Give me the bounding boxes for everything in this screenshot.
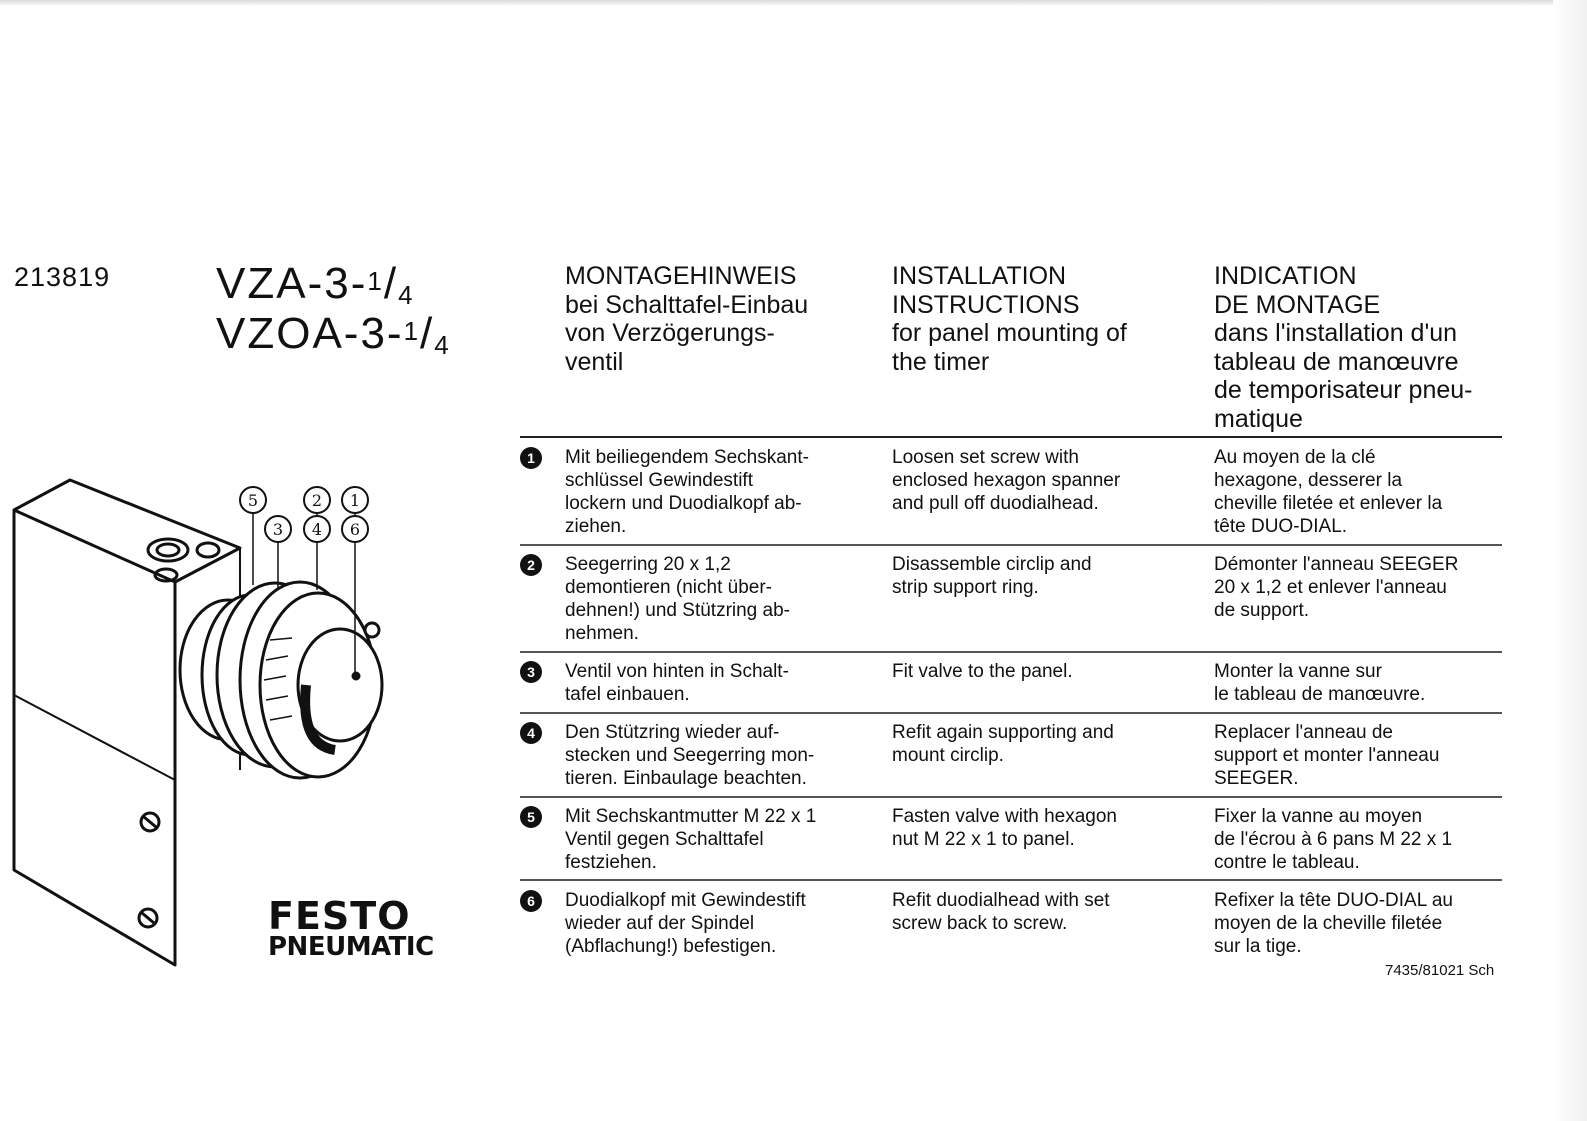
callout-5: 5 <box>247 491 259 510</box>
step-5-english: Fasten valve with hexagon nut M 22 x 1 to panel. <box>892 806 1117 850</box>
brand-festo: FESTO <box>268 894 411 938</box>
step-number-4: 4 <box>520 722 542 744</box>
part-number: 213819 <box>14 262 111 292</box>
model-vza: VZA-$3-1/_4$ <box>216 259 415 310</box>
step-5-german: Mit Sechskantmutter M 22 x 1 Ventil gegen Schalttafel festziehen. <box>565 806 817 873</box>
step-6-french: Refixer la tête DUO-DIAL au moyen de la cheville filetée sur la tige. <box>1214 890 1453 957</box>
row-divider <box>520 879 1502 881</box>
header-divider <box>520 436 1502 438</box>
header-german: MONTAGEHINWEIS bei Schalttafel-Einbau von Verzögerungs- ventil <box>565 262 809 376</box>
step-number-3: 3 <box>520 661 542 683</box>
step-4-german: Den Stützring wieder auf- stecken und Seegerring mon- tieren. Einbaulage beachten. <box>565 722 815 789</box>
step-3-french: Monter la vanne sur le tableau de manœuvre. <box>1214 661 1426 705</box>
row-divider <box>520 544 1502 546</box>
step-number-1: 1 <box>520 447 542 469</box>
step-3-german: Ventil von hinten in Schalt- tafel einbauen. <box>565 661 789 705</box>
callout-4: 4 <box>311 520 323 539</box>
callout-6: 6 <box>349 520 361 539</box>
row-divider <box>520 712 1502 714</box>
step-1-german: Mit beiliegendem Sechskant- schlüssel Gewindestift lockern und Duodialkopf ab- ziehen. <box>565 447 809 537</box>
step-6-english: Refit duodialhead with set screw back to screw. <box>892 890 1110 934</box>
callout-3: 3 <box>272 520 284 539</box>
festo-pneumatic-logo <box>268 894 434 962</box>
brand-pneumatic: PNEUMATIC <box>268 932 434 962</box>
step-2-english: Disassemble circlip and strip support ring. <box>892 554 1092 598</box>
row-divider <box>520 651 1502 653</box>
step-2-german: Seegerring 20 x 1,2 demontieren (nicht über- dehnen!) und Stützring ab- nehmen. <box>565 554 790 644</box>
right-edge-shadow <box>1553 0 1587 1121</box>
step-1-english: Loosen set screw with enclosed hexagon spanner and pull off duodialhead. <box>892 447 1121 514</box>
header-english: INSTALLATION INSTRUCTIONS for panel mounting of the timer <box>892 262 1127 376</box>
step-6-german: Duodialkopf mit Gewindestift wieder auf der Spindel (Abflachung!) befestigen. <box>565 890 806 957</box>
document-reference: 7435/81021 Sch <box>1385 962 1495 979</box>
step-2-french: Démonter l'anneau SEEGER 20 x 1,2 et enlever l'anneau de support. <box>1214 554 1459 621</box>
model-vzoa: VZOA-$3-1/_4$ <box>216 309 451 360</box>
step-1-french: Au moyen de la clé hexagone, desserer la cheville filetée et enlever la tête DUO-DIAL. <box>1214 447 1443 537</box>
callout-2: 2 <box>311 491 323 510</box>
top-edge-shadow <box>0 0 1587 6</box>
step-3-english: Fit valve to the panel. <box>892 661 1073 682</box>
header-french: INDICATION DE MONTAGE dans l'installation d'un tableau de manœuvre de temporisateur pneu- matique <box>1214 262 1473 433</box>
step-number-6: 6 <box>520 890 542 912</box>
step-number-5: 5 <box>520 806 542 828</box>
step-4-french: Replacer l'anneau de support et monter l'anneau SEEGER. <box>1214 722 1440 789</box>
step-4-english: Refit again supporting and mount circlip. <box>892 722 1114 766</box>
step-number-2: 2 <box>520 554 542 576</box>
callout-1: 1 <box>349 491 361 510</box>
step-5-french: Fixer la vanne au moyen de l'écrou à 6 pans M 22 x 1 contre le tableau. <box>1214 806 1453 873</box>
row-divider <box>520 796 1502 798</box>
